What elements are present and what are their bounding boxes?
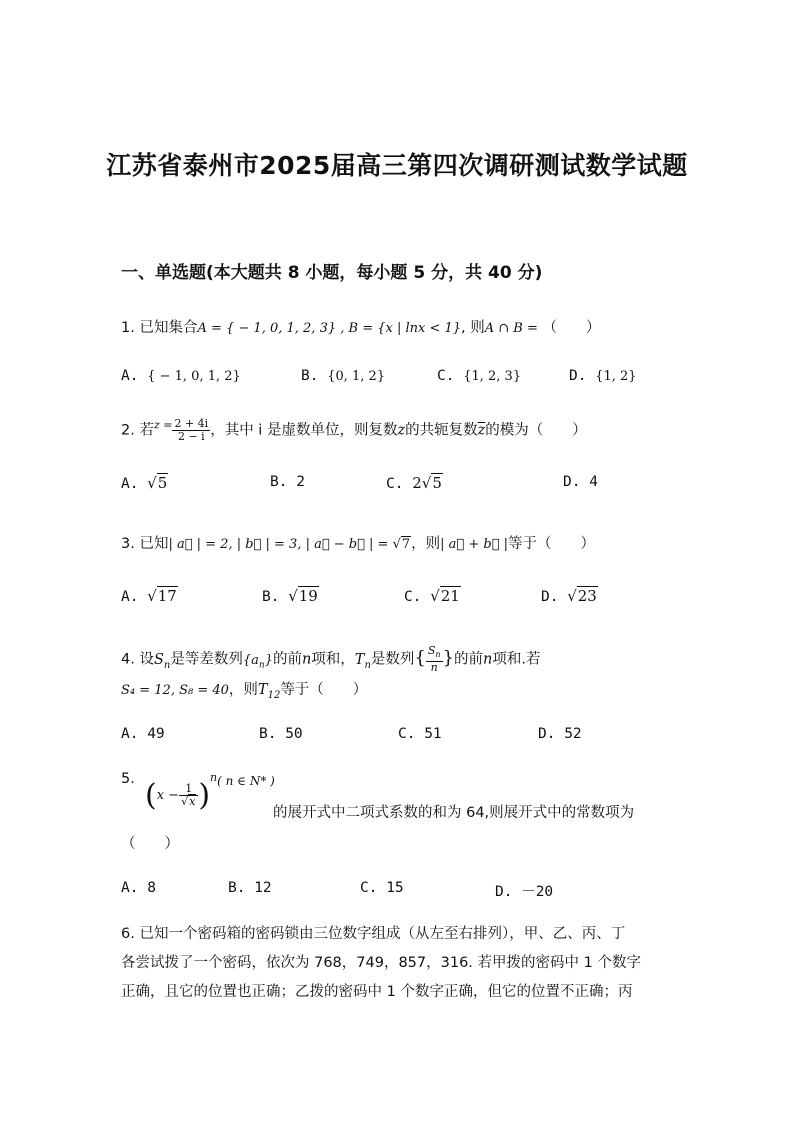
q3-option-d[interactable] bbox=[541, 587, 598, 605]
question-2-text2: 的共轭复数 bbox=[405, 422, 478, 439]
fraction-denominator: 2 − i bbox=[177, 430, 205, 443]
question-5-line-2: （ ） bbox=[121, 836, 179, 852]
sqrt-value: √23 bbox=[567, 587, 597, 605]
variable-z: z bbox=[397, 422, 406, 439]
option-value: －20 bbox=[521, 884, 554, 900]
option-label: C. bbox=[398, 726, 416, 742]
q3-option-b[interactable] bbox=[262, 587, 319, 605]
option-value: 50 bbox=[285, 726, 303, 742]
radicand: 23 bbox=[577, 587, 597, 605]
question-4-prefix: 4. 设 bbox=[121, 651, 154, 668]
option-value: 52 bbox=[564, 726, 582, 742]
option-value: {1, 2} bbox=[595, 369, 637, 384]
option-label: A. bbox=[121, 880, 139, 896]
option-label: B. bbox=[262, 589, 280, 605]
symbol: S bbox=[153, 651, 164, 668]
variable-z-conjugate: $\overline{z}$ bbox=[477, 422, 486, 439]
radicand: 7 bbox=[401, 537, 411, 552]
option-value: 12 bbox=[254, 880, 272, 896]
subscript: n bbox=[163, 659, 171, 671]
option-label: C. bbox=[437, 368, 455, 384]
q4-option-c[interactable] bbox=[398, 726, 442, 742]
option-label: C. bbox=[360, 880, 378, 896]
option-label: D. bbox=[569, 368, 587, 384]
radicand: 19 bbox=[298, 587, 318, 605]
question-2-fraction bbox=[172, 418, 210, 443]
subscript: 12 bbox=[267, 689, 281, 701]
q4-option-a[interactable] bbox=[121, 726, 165, 742]
option-value: 4 bbox=[589, 474, 598, 490]
q4-option-d[interactable] bbox=[538, 726, 582, 742]
math-sn-over-n bbox=[426, 645, 443, 674]
option-label: D. bbox=[563, 474, 581, 490]
option-value: 2 bbox=[296, 474, 305, 490]
option-label: C. bbox=[386, 476, 404, 492]
option-label: A. bbox=[121, 476, 139, 492]
option-value: {1, 2, 3} bbox=[463, 369, 522, 384]
option-value: 15 bbox=[386, 880, 404, 896]
math-tn bbox=[354, 651, 371, 671]
question-5-text: 的展开式中二项式系数的和为 64,则展开式中的常数项为 bbox=[273, 805, 635, 821]
sqrt-value: √17 bbox=[147, 587, 177, 605]
question-6-line-3: 正确，且它的位置也正确；乙拨的密码中 1 个数字正确，但它的位置不正确；丙 bbox=[121, 984, 633, 1000]
symbol: {a bbox=[242, 652, 259, 668]
q5-option-a[interactable] bbox=[121, 880, 156, 896]
text: 项和.若 bbox=[492, 651, 541, 668]
paren-close: ) bbox=[198, 778, 211, 813]
symbol: T bbox=[257, 682, 268, 698]
math-sn bbox=[153, 651, 171, 671]
question-2-suffix: 的模为（ ） bbox=[485, 422, 587, 439]
q5-option-d[interactable] bbox=[495, 880, 553, 901]
option-label: D. bbox=[538, 726, 556, 742]
question-3-math2: | a⃗ + b⃗ | bbox=[440, 537, 509, 552]
option-value: {0, 1, 2} bbox=[327, 369, 386, 384]
option-value: { − 1, 0, 1, 2} bbox=[147, 369, 241, 384]
question-2 bbox=[121, 418, 587, 443]
q5-option-c[interactable] bbox=[360, 880, 404, 896]
sqrt-value: √5 bbox=[147, 474, 168, 492]
q1-option-d[interactable] bbox=[569, 368, 637, 384]
q2-option-c[interactable] bbox=[386, 474, 443, 492]
option-label: A. bbox=[121, 368, 139, 384]
question-3-suffix: 等于（ ） bbox=[508, 536, 596, 552]
q2-option-b[interactable] bbox=[270, 474, 305, 490]
q2-option-d[interactable] bbox=[563, 474, 598, 490]
radicand: 5 bbox=[157, 474, 168, 492]
text: 等于（ ） bbox=[280, 682, 368, 698]
question-1-mid: , 则 bbox=[461, 320, 485, 336]
fraction-numerator: 2 + 4i bbox=[174, 417, 209, 430]
question-3-math: | a⃗ | = 2, | b⃗ | = 3, | a⃗ − b⃗ | = bbox=[168, 537, 393, 552]
option-label: D. bbox=[495, 884, 513, 900]
math: x − bbox=[156, 788, 180, 803]
option-label: B. bbox=[259, 726, 277, 742]
q4-option-b[interactable] bbox=[259, 726, 303, 742]
text: 项和， bbox=[311, 651, 355, 668]
question-2-text: ，其中 i 是虚数单位，则复数 bbox=[210, 422, 398, 439]
option-label: D. bbox=[541, 589, 559, 605]
question-3 bbox=[121, 532, 595, 553]
variable-n: n bbox=[483, 651, 493, 668]
text: 的前 bbox=[454, 651, 484, 668]
coefficient: 2 bbox=[412, 474, 422, 492]
symbol: T bbox=[354, 651, 365, 668]
option-label: C. bbox=[404, 589, 422, 605]
fraction bbox=[179, 783, 198, 808]
option-label: B. bbox=[301, 368, 319, 384]
radicand: x bbox=[189, 795, 196, 808]
question-2-lhs: z = bbox=[153, 418, 173, 432]
option-label: A. bbox=[121, 589, 139, 605]
question-1 bbox=[121, 316, 600, 337]
question-6 bbox=[121, 920, 677, 1007]
radicand: 5 bbox=[432, 474, 442, 492]
option-label: B. bbox=[228, 880, 246, 896]
variable-n: n bbox=[301, 651, 312, 668]
text: 的前 bbox=[272, 651, 302, 668]
fraction-denominator: n bbox=[430, 661, 438, 675]
q1-option-c[interactable] bbox=[437, 368, 521, 384]
q3-option-c[interactable] bbox=[404, 587, 461, 605]
brace-open: { bbox=[414, 647, 426, 669]
option-label: A. bbox=[121, 726, 139, 742]
q5-option-b[interactable] bbox=[228, 880, 272, 896]
sqrt-value: √19 bbox=[288, 587, 318, 605]
question-1-math2: A ∩ B = bbox=[484, 321, 538, 336]
math-an bbox=[242, 652, 273, 671]
radicand: 21 bbox=[440, 587, 460, 605]
option-label: B. bbox=[270, 474, 288, 490]
paren-open: ( bbox=[145, 778, 157, 813]
text: 是数列 bbox=[370, 651, 415, 668]
question-1-math: A = { − 1, 0, 1, 2, 3} , B = {x | lnx < 1} bbox=[197, 321, 462, 336]
subscript: n bbox=[435, 650, 441, 660]
text: ，则 bbox=[228, 682, 258, 698]
condition: ( n ∈ N* ) bbox=[217, 774, 275, 788]
fraction-numerator bbox=[426, 645, 443, 662]
page-title: 江苏省泰州市2025届高三第四次调研测试数学试题 bbox=[106, 151, 688, 180]
section-heading: 一、单选题(本大题共 8 小题，每小题 5 分，共 40 分) bbox=[121, 263, 543, 283]
math-t12 bbox=[257, 682, 281, 701]
fraction-denominator: √x bbox=[181, 795, 196, 808]
q1-option-a[interactable] bbox=[121, 368, 241, 384]
option-value: 8 bbox=[147, 880, 156, 896]
question-5-expression bbox=[145, 771, 275, 813]
question-3-mid: ，则 bbox=[411, 536, 441, 552]
question-1-suffix: （ ） bbox=[537, 320, 601, 336]
radicand: 17 bbox=[157, 587, 177, 605]
question-2-prefix: 2. 若 bbox=[121, 422, 154, 439]
option-value: 51 bbox=[424, 726, 442, 742]
brace-close: } bbox=[442, 647, 455, 669]
symbol: S bbox=[427, 644, 436, 657]
sqrt-value: 2√5 bbox=[412, 474, 442, 492]
symbol: } bbox=[264, 652, 273, 668]
q1-option-b[interactable] bbox=[301, 368, 385, 384]
sqrt-value: √21 bbox=[430, 587, 460, 605]
text: 是等差数列 bbox=[170, 651, 243, 668]
question-5-number: 5. bbox=[121, 771, 135, 787]
sqrt-value: √7 bbox=[392, 537, 411, 552]
question-4-line-2 bbox=[121, 678, 367, 701]
q2-option-a[interactable] bbox=[121, 474, 168, 492]
question-1-prefix: 1. 已知集合 bbox=[121, 320, 198, 336]
question-4-line-1 bbox=[121, 645, 540, 674]
subscript: n bbox=[364, 659, 371, 671]
exponent: n bbox=[210, 771, 218, 784]
option-value: 49 bbox=[147, 726, 165, 742]
q3-option-a[interactable] bbox=[121, 587, 178, 605]
subscript: n bbox=[258, 660, 265, 671]
question-6-line-1: 6. 已知一个密码箱的密码锁由三位数字组成（从左至右排列），甲、乙、丙、丁 bbox=[121, 926, 626, 942]
question-4-math: S₄ = 12, S₈ = 40 bbox=[121, 683, 229, 698]
question-6-line-2: 各尝试拨了一个密码，依次为 768，749，857，316. 若甲拨的密码中 1 个数字 bbox=[121, 955, 641, 971]
fraction-numerator: 1 bbox=[179, 783, 198, 796]
question-3-prefix: 3. 已知 bbox=[121, 536, 169, 552]
